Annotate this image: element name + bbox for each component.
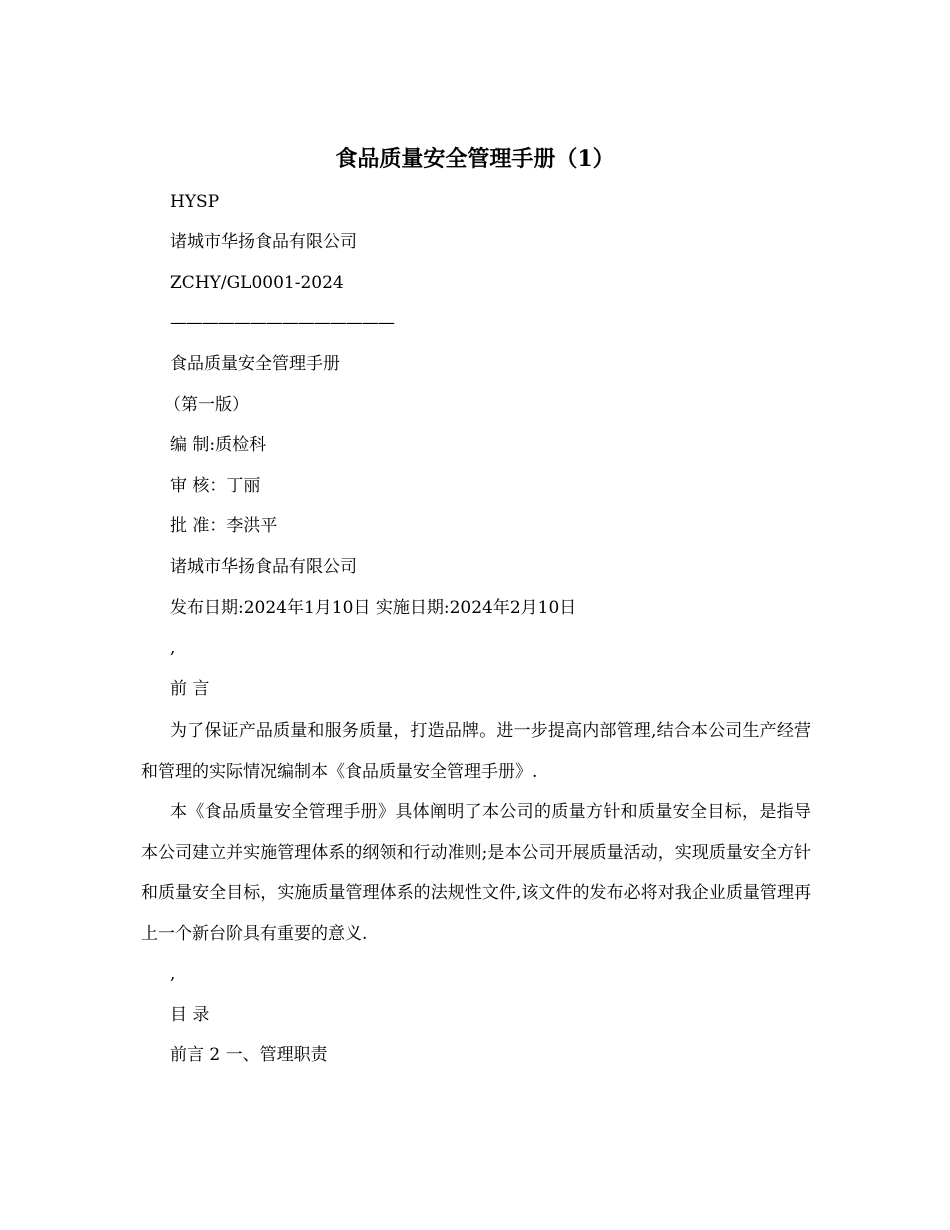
company-footer: 诸城市华扬食品有限公司 [170, 557, 357, 577]
compiled-by: 编 制:质检科 [170, 435, 267, 455]
punctuation-mark: , [170, 638, 176, 658]
punctuation-mark: , [170, 964, 176, 984]
edition-label: （第一版） [164, 395, 249, 415]
separator-line: —————————————— [170, 313, 394, 333]
publish-dates: 发布日期:2024年1月10日 实施日期:2024年2月10日 [170, 598, 577, 618]
preface-heading: 前 言 [170, 679, 210, 699]
reviewed-by: 审 核：丁丽 [170, 476, 261, 496]
preface-paragraph-1: 为了保证产品质量和服务质量，打造品牌。进一步提高内部管理,结合本公司生产经营和管理的实际情况编制本《食品质量安全管理手册》. [141, 721, 811, 782]
approved-by: 批 准：李洪平 [170, 516, 278, 536]
document-title: 食品质量安全管理手册（1） [335, 146, 615, 172]
toc-first-line: 前言 2 一、管理职责 [170, 1045, 328, 1065]
document-number: ZCHY/GL0001-2024 [170, 273, 344, 293]
company-code: HYSP [170, 192, 220, 212]
manual-name: 食品质量安全管理手册 [170, 354, 340, 374]
company-name: 诸城市华扬食品有限公司 [170, 232, 357, 252]
preface-paragraph-2: 本《食品质量安全管理手册》具体阐明了本公司的质量方针和质量安全目标，是指导本公司建立并实施管理体系的纲领和行动准则;是本公司开展质量活动，实现质量安全方针和质量安全目标，实施质量管理体系的法规性文件,该文件的发布必将对我企业质量管理再上一个新台阶具有重要的意义. [141, 802, 811, 944]
toc-heading: 目 录 [170, 1005, 210, 1025]
